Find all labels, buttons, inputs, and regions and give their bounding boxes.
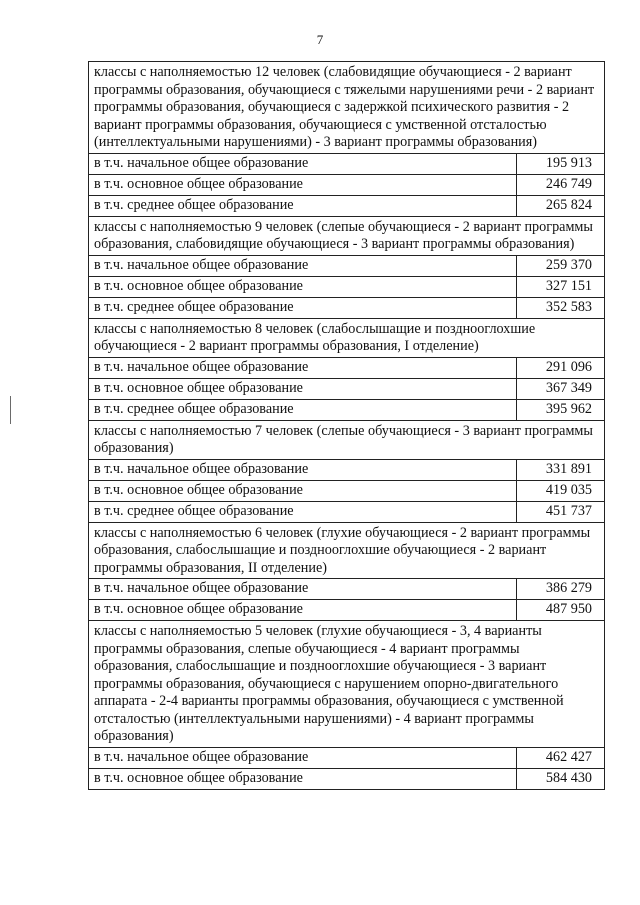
section-header-row [89, 522, 605, 579]
row-value: 195 913 [517, 153, 605, 174]
row-value: 386 279 [517, 579, 605, 600]
row-value: 367 349 [517, 378, 605, 399]
row-label: в т.ч. среднее общее образование [89, 297, 517, 318]
row-value: 327 151 [517, 276, 605, 297]
row-value: 462 427 [517, 747, 605, 768]
table-row [89, 174, 605, 195]
section-header-row [89, 318, 605, 357]
table-row [89, 276, 605, 297]
funding-table [88, 61, 605, 790]
row-label: в т.ч. основное общее образование [89, 378, 517, 399]
row-label: в т.ч. начальное общее образование [89, 747, 517, 768]
row-value: 352 583 [517, 297, 605, 318]
row-label: в т.ч. среднее общее образование [89, 501, 517, 522]
row-value: 246 749 [517, 174, 605, 195]
table-row [89, 579, 605, 600]
section-header: классы с наполняемостью 5 человек (глухие обучающиеся - 3, 4 варианты программы образования, слепые обучающиеся - 4 вариант программы образования, слабослышащие и позднооглохшие обучающиеся - 3 вариант программы образования, обучающиеся с нарушением опорно-двигательного аппарата - 2-4 варианты программы образования, обучающиеся с умственной отсталостью (интеллектуальными нарушениями) - 4 вариант программы образования) [89, 621, 605, 748]
row-value: 419 035 [517, 480, 605, 501]
table-row [89, 153, 605, 174]
table-row [89, 357, 605, 378]
section-header-row [89, 621, 605, 748]
table-row [89, 255, 605, 276]
row-label: в т.ч. среднее общее образование [89, 399, 517, 420]
section-header: классы с наполняемостью 6 человек (глухие обучающиеся - 2 вариант программы образования, слабослышащие и позднооглохшие обучающиеся - 2 вариант программы образования, II отделение) [89, 522, 605, 579]
table-row [89, 459, 605, 480]
section-header: классы с наполняемостью 12 человек (слабовидящие обучающиеся - 2 вариант программы образования, обучающиеся с тяжелыми нарушениями речи - 2 вариант программы образования, обучающиеся с задержкой психического развития - 2 вариант программы образования, обучающиеся с умственной отсталостью (интеллектуальными нарушениями) - 3 вариант программы образования) [89, 62, 605, 154]
row-label: в т.ч. начальное общее образование [89, 357, 517, 378]
page-number: 7 [316, 32, 324, 47]
row-label: в т.ч. основное общее образование [89, 276, 517, 297]
table-row [89, 501, 605, 522]
table-row [89, 480, 605, 501]
row-value: 584 430 [517, 768, 605, 789]
section-header-row [89, 420, 605, 459]
table-row [89, 399, 605, 420]
row-label: в т.ч. основное общее образование [89, 174, 517, 195]
row-value: 395 962 [517, 399, 605, 420]
table-row [89, 747, 605, 768]
scan-artifact-line [10, 396, 11, 424]
row-label: в т.ч. основное общее образование [89, 480, 517, 501]
row-label: в т.ч. начальное общее образование [89, 459, 517, 480]
row-value: 265 824 [517, 195, 605, 216]
row-label: в т.ч. среднее общее образование [89, 195, 517, 216]
table-row [89, 378, 605, 399]
section-header: классы с наполняемостью 7 человек (слепые обучающиеся - 3 вариант программы образования) [89, 420, 605, 459]
row-label: в т.ч. начальное общее образование [89, 579, 517, 600]
row-label: в т.ч. основное общее образование [89, 600, 517, 621]
row-label: в т.ч. начальное общее образование [89, 153, 517, 174]
table-row [89, 195, 605, 216]
table-row [89, 768, 605, 789]
row-value: 487 950 [517, 600, 605, 621]
row-value: 291 096 [517, 357, 605, 378]
row-value: 451 737 [517, 501, 605, 522]
section-header-row [89, 216, 605, 255]
row-value: 331 891 [517, 459, 605, 480]
row-label: в т.ч. начальное общее образование [89, 255, 517, 276]
section-header-row [89, 62, 605, 154]
table-row [89, 600, 605, 621]
table-row [89, 297, 605, 318]
section-header: классы с наполняемостью 9 человек (слепые обучающиеся - 2 вариант программы образования, слабовидящие обучающиеся - 3 вариант программы образования) [89, 216, 605, 255]
row-value: 259 370 [517, 255, 605, 276]
section-header: классы с наполняемостью 8 человек (слабослышащие и позднооглохшие обучающиеся - 2 вариант программы образования, I отделение) [89, 318, 605, 357]
row-label: в т.ч. основное общее образование [89, 768, 517, 789]
